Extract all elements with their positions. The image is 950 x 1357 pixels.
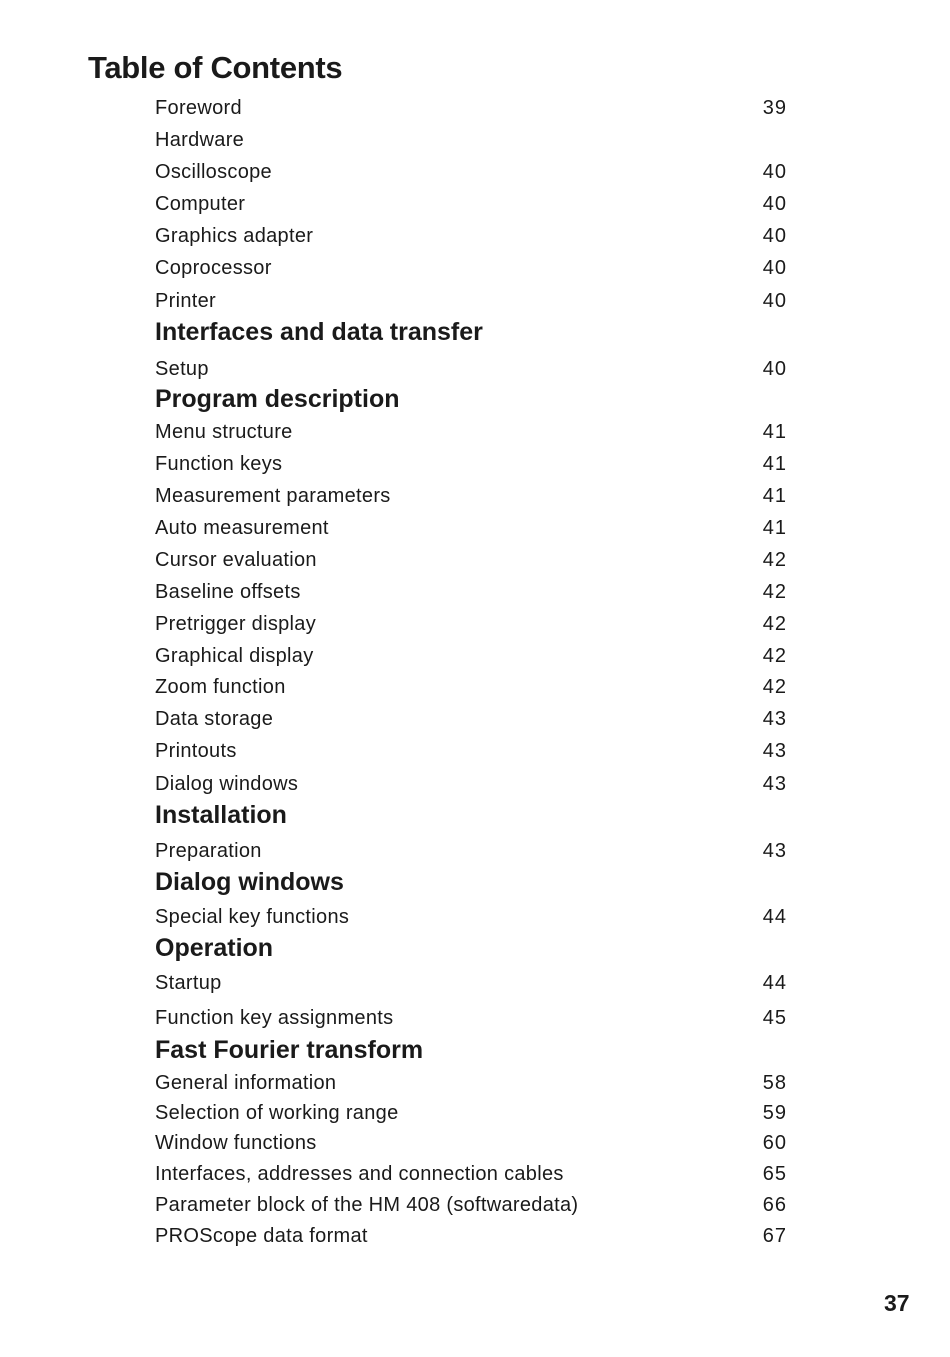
toc-entry-label: Oscilloscope <box>155 161 272 183</box>
toc-entry <box>155 513 787 543</box>
toc-heading-label: Operation <box>155 934 274 962</box>
toc-entry-page: 40 <box>762 290 787 312</box>
toc-entry <box>155 157 787 187</box>
toc-entry <box>155 1221 787 1251</box>
toc-entry <box>155 736 787 766</box>
toc-entry-page: 43 <box>762 740 787 762</box>
page-title: Table of Contents <box>88 50 343 85</box>
toc-entry-page: 45 <box>762 1007 787 1029</box>
toc-heading-label: Program description <box>155 385 400 413</box>
toc-entry-label: Data storage <box>155 708 274 730</box>
toc-entry-label: Foreword <box>155 97 242 119</box>
toc-entry <box>155 968 787 998</box>
toc-entry-label: Graphical display <box>155 645 314 667</box>
toc-entry <box>155 1098 787 1128</box>
toc-entry-label: Auto measurement <box>155 517 329 539</box>
toc-heading-label: Dialog windows <box>155 868 344 896</box>
toc-entry <box>155 189 787 219</box>
toc-entry <box>155 1128 787 1158</box>
toc-entry-label: Printer <box>155 290 217 312</box>
toc-entry-label: Special key functions <box>155 906 350 928</box>
toc-entry-page: 43 <box>762 773 787 795</box>
toc-entry <box>155 125 787 155</box>
toc-entry <box>155 609 787 639</box>
toc-entry-page: 42 <box>762 645 787 667</box>
toc-entry-page: 40 <box>762 193 787 215</box>
toc-entry-label: Measurement parameters <box>155 485 391 507</box>
toc-entry <box>155 545 787 575</box>
toc-entry <box>155 253 787 283</box>
toc-entry-label: Menu structure <box>155 421 293 443</box>
toc-entry-page: 44 <box>762 906 787 928</box>
toc-entry-label: Baseline offsets <box>155 581 301 603</box>
toc-entry-label: Printouts <box>155 740 237 762</box>
toc-entry <box>155 902 787 932</box>
toc-entry <box>155 704 787 734</box>
toc-entry <box>155 1068 787 1098</box>
toc-entry-page: 43 <box>762 708 787 730</box>
toc-entry <box>155 481 787 511</box>
toc-entry-page: 41 <box>762 453 787 475</box>
toc-entry-label: Hardware <box>155 129 245 151</box>
toc-entry-label: Parameter block of the HM 408 (softwaredata) <box>155 1194 579 1216</box>
toc-entry <box>155 1190 787 1220</box>
toc-entry-label: Interfaces, addresses and connection cables <box>155 1163 564 1185</box>
toc-entry <box>155 641 787 671</box>
toc-entry-label: Selection of working range <box>155 1102 399 1124</box>
toc-entry <box>155 417 787 447</box>
toc-entry-page: 42 <box>762 549 787 571</box>
toc-entry-label: Function keys <box>155 453 283 475</box>
toc-entry <box>155 672 787 702</box>
toc-entry-label: PROScope data format <box>155 1225 368 1247</box>
toc-entry-label: Graphics adapter <box>155 225 314 247</box>
toc-entry-page: 39 <box>762 97 787 119</box>
toc-entry-page: 40 <box>762 257 787 279</box>
toc-entry <box>155 577 787 607</box>
toc-entry <box>155 769 787 799</box>
toc-entry-page: 66 <box>762 1194 787 1216</box>
toc-entry-page: 41 <box>762 485 787 507</box>
toc-entry-page: 42 <box>762 613 787 635</box>
toc-entry-label: Coprocessor <box>155 257 272 279</box>
toc-entry-label: Preparation <box>155 840 262 862</box>
toc-entry-label: Startup <box>155 972 222 994</box>
toc-section-heading <box>155 384 787 414</box>
toc-heading-label: Installation <box>155 801 287 829</box>
toc-entry-label: Function key assignments <box>155 1007 394 1029</box>
toc-section-heading <box>155 317 787 347</box>
toc-section-heading <box>155 1035 787 1065</box>
toc-section-heading <box>155 800 787 830</box>
toc-entry <box>155 221 787 251</box>
toc-entry-label: General information <box>155 1072 337 1094</box>
toc-entry <box>155 1159 787 1189</box>
toc-entry-label: Computer <box>155 193 246 215</box>
toc-entry-page: 43 <box>762 840 787 862</box>
toc-entry-label: Window functions <box>155 1132 317 1154</box>
toc-entry <box>155 286 787 316</box>
toc-entry <box>155 1003 787 1033</box>
toc-entry-page: 41 <box>762 517 787 539</box>
toc-section-heading <box>155 867 787 897</box>
toc-entry-page: 40 <box>762 358 787 380</box>
toc-heading-label: Fast Fourier transform <box>155 1036 424 1064</box>
toc-entry <box>155 836 787 866</box>
toc-entry-label: Pretrigger display <box>155 613 317 635</box>
toc-entry-label: Setup <box>155 358 209 380</box>
toc-entry-page: 59 <box>762 1102 787 1124</box>
toc-entry-page: 67 <box>762 1225 787 1247</box>
toc-entry-page: 58 <box>762 1072 787 1094</box>
toc-entry <box>155 449 787 479</box>
toc-entry-page: 42 <box>762 676 787 698</box>
toc-entry-page: 60 <box>762 1132 787 1154</box>
toc-entry <box>155 93 787 123</box>
toc-entry-label: Cursor evaluation <box>155 549 317 571</box>
toc-entry <box>155 354 787 384</box>
toc-entry-page: 40 <box>762 225 787 247</box>
page-number: 37 <box>884 1290 910 1316</box>
toc-entry-page: 40 <box>762 161 787 183</box>
toc-entry-page: 65 <box>762 1163 787 1185</box>
toc-heading-label: Interfaces and data transfer <box>155 318 483 346</box>
toc-entry-page: 42 <box>762 581 787 603</box>
toc-entry-page: 44 <box>762 972 787 994</box>
toc-entry-label: Dialog windows <box>155 773 299 795</box>
toc-entry-page: 41 <box>762 421 787 443</box>
toc-section-heading <box>155 933 787 963</box>
toc-entry-label: Zoom function <box>155 676 286 698</box>
